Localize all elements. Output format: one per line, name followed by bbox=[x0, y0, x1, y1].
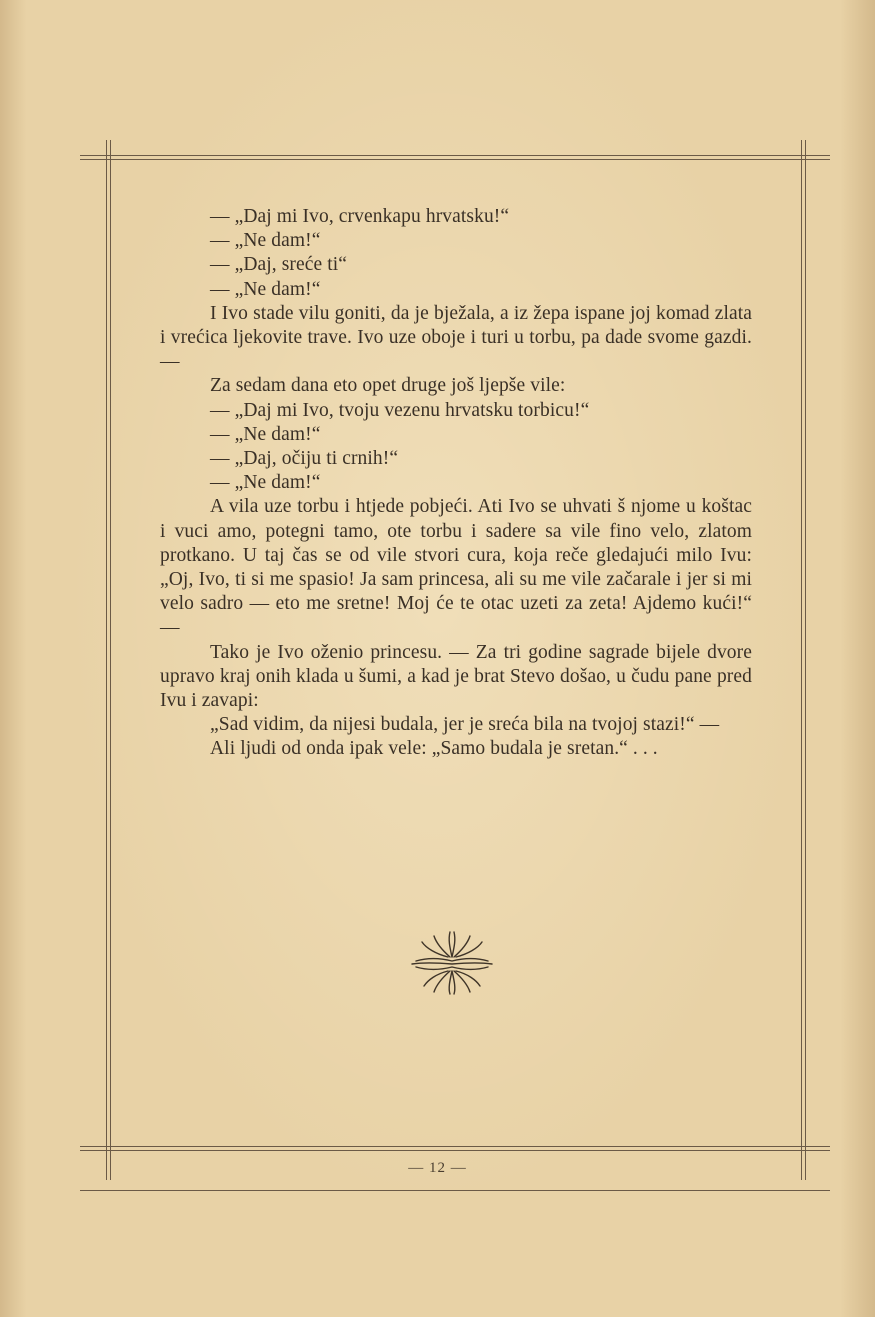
paragraph: — „Daj, očiju ti crnih!“ bbox=[210, 448, 399, 470]
paragraph: Za sedam dana eto opet druge još ljepše vile: bbox=[210, 375, 566, 397]
paragraph: „Sad vidim, da nijesi budala, jer je sreća bila na tvojoj stazi!“ — bbox=[210, 714, 720, 736]
paragraph: I Ivo stade vilu goniti, da je bježala, a iz žepa ispane joj komad zlata i vrećica ljekovite trave. Ivo uze oboje i turi u torbu, pa dade svome gazdi. — bbox=[160, 302, 752, 373]
page-number: — 12 — bbox=[408, 1160, 467, 1176]
paragraph: — „Ne dam!“ bbox=[210, 278, 321, 300]
paragraph: Tako je Ivo oženio princesu. — Za tri godine sagrade bijele dvore upravo kraj onih klada u šumi, a kad je brat Stevo došao, u čudu pane pred Ivu i zavapi: bbox=[160, 641, 752, 712]
frame-bottom-rule-inner bbox=[80, 1150, 830, 1151]
frame-right-rule bbox=[801, 140, 802, 1180]
frame-top-rule bbox=[80, 155, 830, 156]
paragraph: — „Daj mi Ivo, crvenkapu hrvatsku!“ bbox=[210, 206, 510, 227]
frame-footer-rule bbox=[80, 1190, 830, 1191]
frame-left-rule-inner bbox=[110, 140, 111, 1180]
frame-right-rule-inner bbox=[805, 140, 806, 1180]
paragraph: — „Ne dam!“ bbox=[210, 230, 321, 252]
paragraph: — „Ne dam!“ bbox=[210, 423, 321, 445]
floral-ornament-icon bbox=[410, 926, 494, 996]
paragraph: — „Daj, sreće ti“ bbox=[210, 254, 348, 276]
story-text bbox=[160, 205, 752, 762]
frame-left-rule bbox=[106, 140, 107, 1180]
paragraph: — „Ne dam!“ bbox=[210, 472, 321, 494]
paragraph: Ali ljudi od onda ipak vele: „Samo budala je sretan.“ . . . bbox=[210, 738, 658, 760]
frame-top-rule-inner bbox=[80, 159, 830, 160]
paragraph: — „Daj mi Ivo, tvoju vezenu hrvatsku torbicu!“ bbox=[210, 399, 590, 421]
paragraph: A vila uze torbu i htjede pobjeći. Ati Ivo se uhvati š njome u koštac i vuci amo, potegni tamo, ote torbu i sadere sa vile fino velo, zlatom protkano. U taj čas se od vile stvori cura, koja reče gledajući milo Ivu: „Oj, Ivo, ti si me spasio! Ja sam princesa, ali su me vile začarale i jer si mi velo sadro — eto me sretne! Moj će te otac uzeti za zeta! Ajdemo kući!“ — bbox=[160, 496, 752, 639]
frame-bottom-rule bbox=[80, 1146, 830, 1147]
